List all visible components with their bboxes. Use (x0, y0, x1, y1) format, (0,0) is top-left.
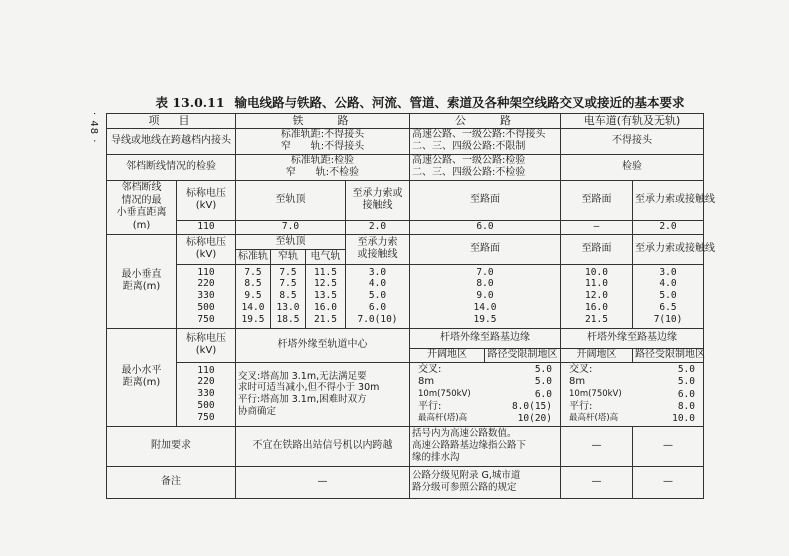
notes-tram-b: — (633, 466, 704, 498)
road-condition: 交叉: (418, 363, 442, 375)
horizontal-rail-text (236, 362, 410, 426)
broken-dist-tram-road: 至路面 (561, 180, 633, 220)
broken-dist-rail-top-value: 7.0 (236, 220, 346, 234)
road-condition: 10m(750kV) (418, 388, 471, 399)
notes-row (107, 466, 704, 498)
narrow-value: 18.5 (276, 314, 300, 326)
broken-dist-label-line: 小垂直距离 (116, 207, 167, 219)
road-distance: 6.0 (534, 388, 552, 400)
rail-cable-line: 至承力索或 (352, 187, 403, 199)
voltage-value: 330 (197, 388, 215, 400)
electric-value: 11.5 (314, 266, 337, 278)
tram-road-value: 21.5 (585, 314, 608, 326)
tram-cable-value: 3.0 (659, 266, 677, 278)
tram-cable-value: 4.0 (659, 278, 677, 290)
rail-cable-line: 至承力索 (357, 236, 398, 248)
voltage-label-line: (kV) (195, 249, 217, 261)
electric-value: 21.5 (314, 314, 337, 326)
broken-check-railway-line: 标准轨距:检验 (290, 154, 355, 166)
notes-highway-line: 公路分级见附录 G,城市道 (412, 470, 521, 482)
horizontal-tram-head: 杆塔外缘至路基边缘 (561, 328, 704, 348)
tram-road-value: 12.0 (585, 290, 608, 302)
voltage-value: 220 (197, 278, 215, 290)
road-value: 14.0 (473, 302, 497, 314)
road-value: 19.5 (473, 314, 497, 326)
extra-row (107, 426, 704, 466)
broken-check-label: 邻档断线情况的检验 (107, 154, 236, 180)
vertical-tram-cable: 至承力索或接触线 (633, 234, 704, 264)
vertical-tram-road: 至路面 (561, 234, 633, 264)
standard-value: 14.0 (241, 302, 265, 314)
road-condition: 8m (418, 376, 435, 388)
horizontal-tram-open: 开阔地区 (561, 348, 633, 362)
extra-railway: 不宜在铁路出站信号机以内跨越 (236, 426, 410, 466)
broken-dist-voltage-label (177, 180, 236, 220)
vertical-voltages (177, 264, 236, 328)
road-condition: 最高杆(塔)高 (418, 413, 468, 423)
voltage-value: 500 (197, 302, 215, 314)
header-tram: 电车道(有轨及无轨) (561, 114, 704, 129)
broken-check-highway-line: 二、三、四级公路:不检验 (412, 167, 526, 179)
header-row (107, 114, 704, 129)
voltage-label-line: 标称电压 (186, 236, 226, 248)
extra-label: 附加要求 (107, 426, 236, 466)
tram-road-value: 10.0 (585, 266, 608, 278)
joint-row (107, 128, 704, 154)
voltage-label-line: (kV) (195, 200, 217, 212)
tram-distance: 10.0 (672, 413, 695, 424)
joint-highway-line: 高速公路、一级公路:不得接头 (412, 128, 546, 140)
tram-distance: 8.0 (677, 400, 695, 412)
horizontal-tram-values (561, 362, 704, 426)
tram-condition: 8m (569, 376, 586, 388)
tram-cable-value: 6.5 (659, 302, 677, 314)
vertical-cable-values (346, 264, 410, 328)
cable-value: 5.0 (368, 290, 387, 302)
vertical-narrow-values (271, 264, 306, 328)
table-caption: 输电线路与铁路、公路、河流、管道、索道及各种架空线路交叉或接近的基本要求 (234, 95, 685, 110)
extra-highway-line: 缘的排水沟 (412, 452, 460, 464)
broken-dist-tram-cable: 至承力索或接触线 (633, 180, 704, 220)
standard-value: 19.5 (241, 314, 265, 326)
narrow-value: 13.0 (276, 302, 300, 314)
extra-tram-b: — (633, 426, 704, 466)
electric-value: 16.0 (314, 302, 337, 314)
voltage-label-line: (kV) (195, 345, 217, 357)
broken-dist-voltage: 110 (177, 220, 236, 234)
broken-dist-tram-cable-value: 2.0 (633, 220, 704, 234)
notes-label: 备注 (107, 466, 236, 498)
notes-highway-line: 路分级可参照公路的规定 (412, 482, 517, 494)
vertical-tram-cable-values (633, 264, 704, 328)
electric-value: 12.5 (314, 278, 337, 290)
vertical-label (107, 234, 177, 328)
vertical-rail-cable (346, 234, 410, 264)
tram-cable-value: 5.0 (659, 290, 677, 302)
broken-dist-label-line: (m) (132, 219, 151, 231)
horizontal-voltage-label (177, 328, 236, 362)
horizontal-voltages (177, 362, 236, 426)
road-distance: 5.0 (534, 376, 552, 388)
broken-check-highway (410, 154, 561, 180)
voltage-value: 750 (197, 412, 215, 424)
tram-distance: 5.0 (677, 363, 695, 375)
tram-road-value: 11.0 (585, 278, 608, 290)
road-condition: 平行: (418, 400, 442, 412)
horizontal-label-line: 距离(m) (122, 377, 161, 389)
vertical-sub-electric: 电气轨 (306, 249, 346, 264)
horizontal-rail-head: 杆塔外缘至轨道中心 (236, 328, 410, 362)
joint-railway (236, 128, 410, 154)
tram-condition: 平行: (569, 400, 593, 412)
rail-cable-line: 接触线 (362, 200, 393, 212)
voltage-label-line: 标称电压 (186, 187, 226, 199)
broken-dist-label (107, 180, 177, 234)
tram-condition: 交叉: (569, 363, 593, 375)
road-value: 8.0 (476, 278, 494, 290)
voltage-value: 110 (197, 266, 215, 278)
tram-cable-value: 7(10) (653, 314, 683, 326)
page-number: · 48 · (88, 112, 99, 144)
vertical-rail-top: 至轨顶 (236, 234, 346, 249)
narrow-value: 8.5 (279, 290, 297, 302)
broken-check-railway-line: 窄 轨:不检验 (285, 167, 360, 179)
horizontal-road-limit: 路径受限制地区 (485, 348, 561, 362)
extra-highway (410, 426, 561, 466)
extra-tram-a: — (561, 426, 633, 466)
vertical-values-row (107, 264, 704, 328)
tram-condition: 最高杆(塔)高 (569, 413, 619, 423)
road-distance: 10(20) (517, 413, 552, 424)
table-title (140, 93, 700, 111)
horizontal-label-line: 最小水平 (121, 364, 162, 376)
horizontal-values-row (107, 362, 704, 426)
joint-highway-line: 二、三、四级公路:不限制 (412, 141, 526, 153)
header-highway: 公 路 (410, 114, 561, 129)
rail-text-line: 交叉:塔高加 3.1m,无法满足要 (238, 370, 367, 382)
notes-highway (410, 466, 561, 498)
broken-check-row (107, 154, 704, 180)
rail-text-line: 求时可适当减小,但不得小于 30m (238, 382, 380, 394)
road-distance: 8.0(15) (511, 400, 552, 412)
tram-condition: 10m(750kV) (569, 388, 622, 399)
vertical-header-row (107, 234, 704, 249)
road-value: 9.0 (476, 290, 494, 302)
horizontal-road-head: 杆塔外缘至路基边缘 (410, 328, 561, 348)
standard-value: 7.5 (244, 266, 262, 278)
vertical-road: 至路面 (410, 234, 561, 264)
horizontal-road-values (410, 362, 561, 426)
tram-distance: 5.0 (677, 376, 695, 388)
vertical-voltage-label (177, 234, 236, 264)
vertical-tram-road-values (561, 264, 633, 328)
broken-dist-road: 至路面 (410, 180, 561, 220)
joint-railway-line: 标准轨距:不得接头 (280, 128, 365, 140)
vertical-standard-values (236, 264, 271, 328)
cable-value: 7.0(10) (357, 314, 398, 326)
vertical-label-line: 距离(m) (122, 281, 161, 293)
broken-dist-label-line: 情况的最 (121, 194, 162, 206)
notes-tram-a: — (561, 466, 633, 498)
narrow-value: 7.5 (279, 266, 297, 278)
horizontal-road-open: 开阔地区 (410, 348, 485, 362)
rail-text-line: 平行:塔高加 3.1m,困难时双方 (238, 394, 367, 406)
joint-highway (410, 128, 561, 154)
vertical-sub-narrow: 窄轨 (271, 249, 306, 264)
broken-dist-rail-cable-value: 2.0 (346, 220, 410, 234)
table-number: 表 13.0.11 (155, 95, 225, 110)
tram-road-value: 16.0 (585, 302, 608, 314)
notes-railway: — (236, 466, 410, 498)
standard-value: 9.5 (244, 290, 262, 302)
road-distance: 5.0 (534, 363, 552, 375)
cable-value: 3.0 (368, 266, 387, 278)
broken-check-tram: 检验 (561, 154, 704, 180)
requirements-table (106, 113, 715, 499)
broken-check-highway-line: 高速公路、一级公路:检验 (412, 154, 526, 166)
horizontal-tram-limit: 路径受限制地区 (633, 348, 704, 362)
cable-value: 4.0 (368, 278, 387, 290)
joint-label: 导线或地线在跨越档内接头 (107, 128, 236, 154)
broken-dist-road-value: 6.0 (410, 220, 561, 234)
vertical-electric-values (306, 264, 346, 328)
broken-check-railway (236, 154, 410, 180)
voltage-value: 500 (197, 400, 215, 412)
broken-dist-rail-top: 至轨顶 (236, 180, 346, 220)
header-railway: 铁 路 (236, 114, 410, 129)
joint-railway-line: 窄 轨:不得接头 (280, 141, 365, 153)
vertical-label-line: 最小垂直 (121, 268, 162, 280)
electric-value: 13.5 (314, 290, 337, 302)
broken-dist-header-row (107, 180, 704, 220)
joint-tram: 不得接头 (561, 128, 704, 154)
extra-highway-line: 括号内为高速公路数值。 (412, 428, 517, 440)
voltage-value: 110 (197, 364, 215, 376)
rail-text-line: 协商确定 (238, 406, 277, 418)
horizontal-label (107, 328, 177, 426)
voltage-label-line: 标称电压 (186, 332, 226, 344)
cable-value: 6.0 (368, 302, 387, 314)
broken-dist-rail-cable (346, 180, 410, 220)
broken-dist-tram-road-value: — (561, 220, 633, 234)
tram-distance: 6.0 (677, 388, 695, 400)
standard-value: 8.5 (244, 278, 262, 290)
vertical-road-values (410, 264, 561, 328)
voltage-value: 750 (197, 314, 215, 326)
narrow-value: 7.5 (279, 278, 297, 290)
road-value: 7.0 (476, 266, 494, 278)
rail-cable-line: 或接触线 (357, 249, 398, 261)
broken-dist-value-row (107, 220, 704, 234)
header-item: 项 目 (107, 114, 236, 129)
broken-dist-label-line: 邻档断线 (121, 182, 162, 194)
voltage-value: 330 (197, 290, 215, 302)
voltage-value: 220 (197, 376, 215, 388)
extra-highway-line: 高速公路路基边缘指公路下 (412, 440, 527, 452)
horizontal-header-row (107, 328, 704, 348)
vertical-sub-standard: 标准轨 (236, 249, 271, 264)
